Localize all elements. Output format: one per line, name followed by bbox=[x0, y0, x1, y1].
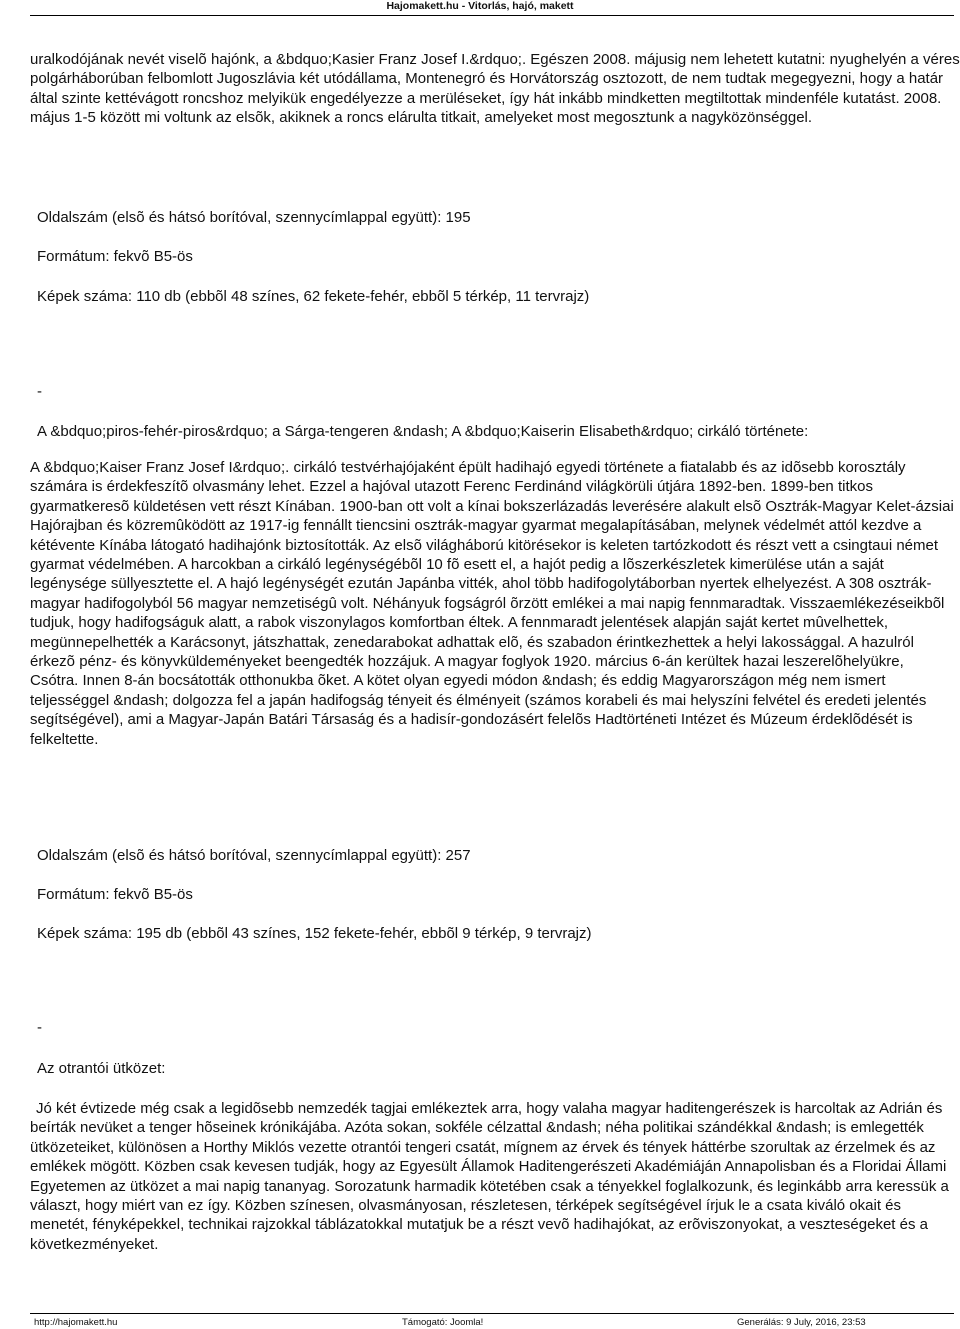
book1-pages: Oldalszám (elsõ és hátsó borítóval, szennycímlappal együtt): 195 bbox=[37, 209, 471, 226]
page-header bbox=[0, 0, 960, 14]
book2-title: A &bdquo;piros-fehér-piros&rdquo; a Sárga-tengeren &ndash; A &bdquo;Kaiserin Elisabeth&rdquo; cirkáló története: bbox=[37, 423, 809, 440]
book1-images: Képek száma: 110 db (ebbõl 48 színes, 62 fekete-fehér, ebbõl 5 térkép, 11 tervrajz) bbox=[37, 288, 590, 305]
book3-title: Az otrantói ütközet: bbox=[37, 1060, 166, 1077]
book2-pages: Oldalszám (elsõ és hátsó borítóval, szennycímlappal együtt): 257 bbox=[37, 847, 471, 864]
intro-paragraph: uralkodójának nevét viselõ hajónk, a &bdquo;Kasier Franz Josef I.&rdquo;. Egészen 2008. májusig nem lehetett kutatni: nyughelyén a véres polgárháborúban felbomlott Jugoszlávia két utódállama, Montenegró és Horvátország osztozott, de nem tudtak megegyezni, hogy a határ által szinte kettévágott roncshoz melyikük engedélyezze a merüléseket, így hát inkább mindketten megtiltottak mindenféle kutatást. 2008. május 1-5 között mi voltunk az elsõk, akiknek a roncs elárulta titkait, amelyeket most megosztunk a nagyközönséggel. bbox=[30, 51, 960, 127]
footer-url-link[interactable]: http://hajomakett.hu bbox=[34, 1317, 118, 1328]
page-footer bbox=[0, 1316, 960, 1329]
book1-format: Formátum: fekvõ B5-ös bbox=[37, 248, 193, 265]
header-divider bbox=[30, 15, 954, 16]
footer-generated: Generálás: 9 July, 2016, 23:53 bbox=[737, 1317, 866, 1328]
book3-description: Jó két évtizede még csak a legidõsebb nemzedék tagjai emlékeztek arra, hogy valaha magyar haditengerészek is harcoltak az Adrián és beírták nevüket a tenger hõseinek krónikájába. Azóta sokan, sokféle célzattal &ndash; néha politikai szándékkal &ndash; is emlegették ütközeteiket, különösen a Horthy Miklós vezette otrantói tengeri csatát, mígnem az érvek és tények háttérbe szorultak az érzelmek és az emlékek mögött. Közben csak kevesen tudják, hogy az Egyesült Államok Haditengerészeti Akadémiáján Annapolisban és a Floridai Állami Egyetemen az ütközet a mai napig tananyag. Sorozatunk harmadik kötetében csak a tényekkel foglalkozunk, és leginkább arra keressük a választ, hogy miért van ez így. Közben színesen, olvasmányosan, részletesen, térképek segítségével írjuk le a csata kiváló okait és menetét, fényképekkel, technikai rajzokkal táblázatokkal mutatjuk be a részt vevõ hadihajókat, az erõviszonyokat, a veszteségeket és a következményeket. bbox=[30, 1100, 949, 1253]
separator-dash: - bbox=[37, 1019, 42, 1036]
book2-format: Formátum: fekvõ B5-ös bbox=[37, 886, 193, 903]
header-title: Hajomakett.hu - Vitorlás, hajó, makett bbox=[386, 0, 574, 12]
footer-sponsor: Támogató: Joomla! bbox=[402, 1317, 484, 1328]
footer-divider bbox=[30, 1313, 954, 1314]
separator-dash: - bbox=[37, 383, 42, 400]
book2-description: A &bdquo;Kaiser Franz Josef I&rdquo;. cirkáló testvérhajójaként épült hadihajó egyedi története a fiatalabb és az idõsebb korosztály számára is érdekfeszítõ olvasmány lehet. Ezzel a hajóval utazott Ferenc Ferdinánd világkörüli útjára 1892-ben. 1899-ben titkos gyarmatkeresõ küldetésen vett részt Kínában. 1900-ban ott volt a kínai bokszerlázadás leverésére alakult elsõ Osztrák-Magyar Kelet-ázsiai Hajórajban és közremûködött az 1917-ig fennállt tiencsini osztrák-magyar gyarmat megalapításában, melynek védelmét attól kezdve a kétévente Kínába látogató hadihajónk biztosították. Az elsõ világháború kitörésekor is keleten tartózkodott és részt vett a csingtaui német gyarmat védelmében. A harcokban a cirkáló legénységébõl 10 fõ esett el, a hajót pedig a lõszerkészletek kimerülése után a saját legénysége süllyesztette el. A hajó legénységét ezután Japánba vitték, ahol több hadifogolytáborban nyertek elhelyezést. A 308 osztrák-magyar hadifogolyból 56 magyar nemzetiségû volt. Néhányuk fogságról õrzött emlékei a mai napig fennmaradtak. Visszaemlékezéseikbõl tudjuk, hogy hadifogságuk alatt, a rabok viszonylagos komfortban éltek. A fennmaradt jelentések alapján saját kertet mûvelhettek, megünnepelhették a Karácsonyt, játszhattak, zenedarabokat adhattak elõ, és szabadon érintkezhettek a helyi lakossággal. A hazulról érkezõ pénz- és könyvküldeményeket beengedték hozzájuk. A magyar foglyok 1920. március 6-án kerültek hazai leszerelõhelyükre, Csótra. Innen 8-án bocsátották otthonukba õket. A kötet olyan egyedi módon &ndash; és eddig Magyarországon még nem ismert teljességgel &ndash; dolgozza fel a japán hadifogság tényeit és élményeit (számos korabeli és mai helyszíni felvétel és eredeti jelentés segítségével), ami a Magyar-Japán Batári Társaság és a hadisír-gondozásért felelõs Hadtörténeti Intézet és Múzeum érdeklõdését is felkeltette. bbox=[30, 459, 954, 748]
book2-images: Képek száma: 195 db (ebbõl 43 színes, 152 fekete-fehér, ebbõl 9 térkép, 9 tervrajz) bbox=[37, 925, 592, 942]
